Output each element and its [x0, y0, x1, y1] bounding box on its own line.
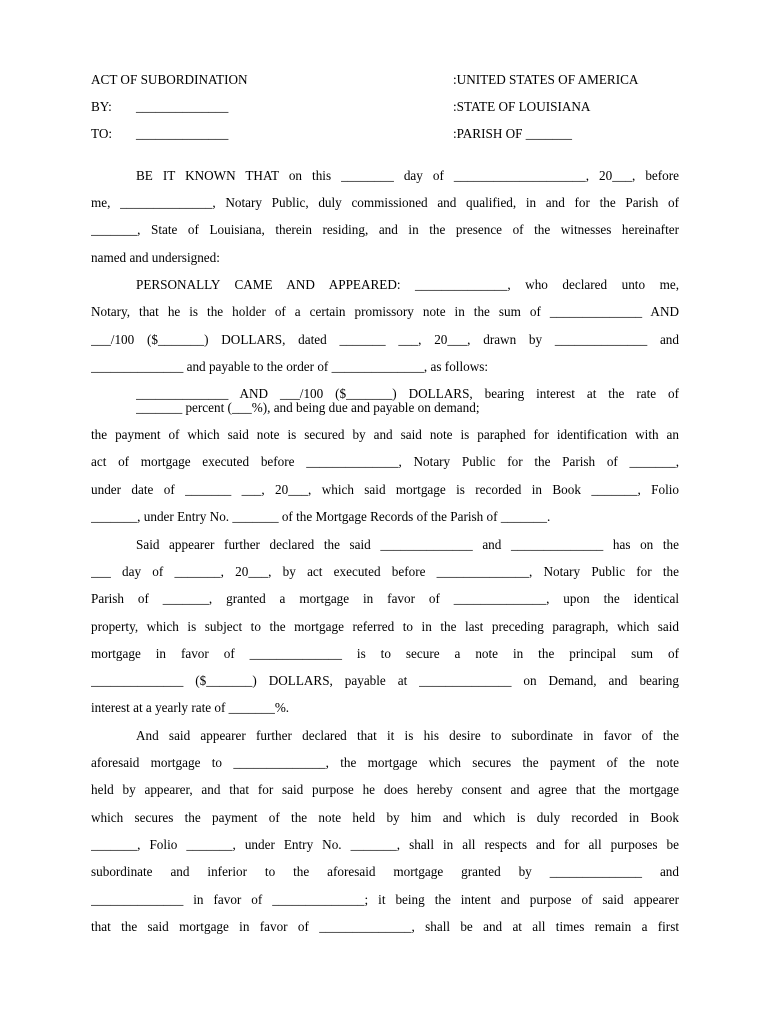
body-line: under date of _______ ___, 20___, which said mortgage is recorded in Book _______, Folio — [91, 482, 679, 497]
body-line: Parish of _______, granted a mortgage in favor of ______________, upon the identical — [91, 591, 679, 606]
to-label: TO: — [91, 126, 113, 141]
body-line: _______, Folio _______, under Entry No. _______, shall in all respects and for all purposes be — [91, 837, 679, 852]
body-line: ______________ in favor of ______________; it being the intent and purpose of said appearer — [91, 892, 679, 907]
body-line: Notary, that he is the holder of a certain promissory note in the sum of ______________ AND — [91, 304, 679, 319]
body-line: subordinate and inferior to the aforesaid mortgage granted by ______________ and — [91, 864, 679, 879]
state-caption: :STATE OF LOUISIANA — [453, 99, 591, 114]
body-line: act of mortgage executed before ______________, Notary Public for the Parish of _______, — [91, 454, 679, 469]
body-line: _______, State of Louisiana, therein residing, and in the presence of the witnesses hereinafter — [91, 222, 679, 237]
body-line: ___/100 ($_______) DOLLARS, dated _______ ___, 20___, drawn by ______________ and — [91, 332, 679, 347]
body-line: BE IT KNOWN THAT on this ________ day of ____________________, 20___, before — [136, 168, 679, 183]
parish-caption: :PARISH OF _______ — [453, 126, 572, 141]
body-line: Said appearer further declared the said ______________ and ______________ has on the — [136, 537, 679, 552]
body-line: And said appearer further declared that it is his desire to subordinate in favor of the — [136, 728, 679, 743]
body-line: mortgage in favor of ______________ is to secure a note in the principal sum of — [91, 646, 679, 661]
body-line: ___ day of _______, 20___, by act executed before ______________, Notary Public for the — [91, 564, 679, 579]
country-caption: :UNITED STATES OF AMERICA — [453, 72, 639, 87]
note-description-line: _______ percent (___%), and being due and payable on demand; — [136, 400, 480, 415]
body-line: ______________ and payable to the order of ______________, as follows: — [91, 359, 489, 374]
to-blank: ______________ — [136, 126, 229, 141]
by-blank: ______________ — [136, 99, 229, 114]
document-title: ACT OF SUBORDINATION — [91, 72, 248, 87]
body-line: named and undersigned: — [91, 250, 220, 265]
body-line: PERSONALLY CAME AND APPEARED: ______________, who declared unto me, — [136, 277, 679, 292]
body-line: aforesaid mortgage to ______________, the mortgage which secures the payment of the note — [91, 755, 679, 770]
body-line: interest at a yearly rate of _______%. — [91, 700, 290, 715]
by-label: BY: — [91, 99, 112, 114]
body-line: ______________ ($_______) DOLLARS, payable at ______________ on Demand, and bearing — [91, 673, 679, 688]
body-line: held by appearer, and that for said purpose he does hereby consent and agree that the mortgage — [91, 782, 679, 797]
body-line: me, ______________, Notary Public, duly commissioned and qualified, in and for the Parish of — [91, 195, 679, 210]
body-line: the payment of which said note is secured by and said note is paraphed for identification with an — [91, 427, 679, 442]
body-line: that the said mortgage in favor of ______________, shall be and at all times remain a first — [91, 919, 679, 934]
body-line: _______, under Entry No. _______ of the Mortgage Records of the Parish of _______. — [91, 509, 551, 524]
body-line: which secures the payment of the note held by him and which is duly recorded in Book — [91, 810, 679, 825]
note-description-line: ______________ AND ___/100 ($_______) DOLLARS, bearing interest at the rate of — [136, 386, 679, 401]
body-line: property, which is subject to the mortgage referred to in the last preceding paragraph, which said — [91, 619, 679, 634]
